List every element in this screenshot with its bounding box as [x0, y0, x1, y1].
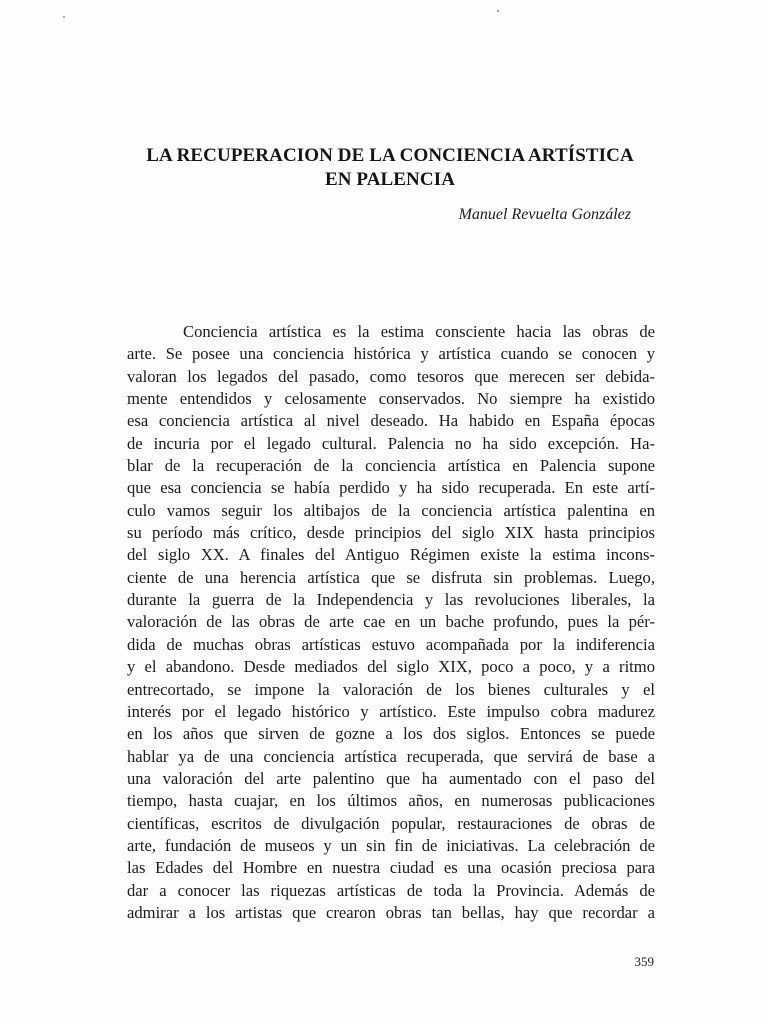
body-line: arte. Se posee una conciencia histórica y artística cuando se conocen y: [127, 344, 655, 364]
body-line: blar de la recuperación de la conciencia artística en Palencia supone: [127, 456, 655, 476]
body-line: científicas, escritos de divulgación popular, restauraciones de obras de: [127, 813, 655, 833]
body-line: las Edades del Hombre en nuestra ciudad es una ocasión preciosa para: [127, 858, 655, 878]
body-line: valoran los legados del pasado, como tesoros que merecen ser debida-: [127, 366, 655, 386]
body-line: dida de muchas obras artísticas estuvo acompañada por la indiferencia: [127, 634, 655, 654]
article-body: [127, 321, 655, 924]
body-line: valoración de las obras de arte cae en un bache profundo, pues la pér-: [127, 612, 655, 632]
article-title-line-2: EN PALENCIA: [324, 169, 456, 190]
body-line: culo vamos seguir los altibajos de la conciencia artística palentina en: [127, 500, 655, 520]
article-title-line-1: LA RECUPERACION DE LA CONCIENCIA ARTÍSTICA: [146, 145, 634, 166]
body-line: en los años que sirven de gozne a los dos siglos. Entonces se puede: [127, 724, 655, 744]
body-line: su período más crítico, desde principios del siglo XIX hasta principios: [127, 523, 655, 543]
body-line: admirar a los artistas que crearon obras tan bellas, hay que recordar a: [127, 902, 655, 922]
body-line: entrecortado, se impone la valoración de los bienes culturales y el: [127, 679, 655, 699]
body-line: ciente de una herencia artística que se disfruta sin problemas. Luego,: [127, 567, 655, 587]
scan-speck: [497, 10, 499, 12]
body-line: que esa conciencia se había perdido y ha sido recuperada. En este artí-: [127, 478, 655, 498]
article-author: Manuel Revuelta González: [458, 206, 631, 223]
body-line: tiempo, hasta cuajar, en los últimos años, en numerosas publicaciones: [127, 791, 655, 811]
body-line: hablar ya de una conciencia artística recuperada, que servirá de base a: [127, 746, 655, 766]
body-line: de incuria por el legado cultural. Palencia no ha sido excepción. Ha-: [127, 433, 655, 453]
scan-speck: [63, 16, 65, 18]
page-number: 359: [634, 954, 654, 969]
body-line: mente entendidos y celosamente conservados. No siempre ha existido: [127, 389, 655, 409]
body-line: interés por el legado histórico y artístico. Este impulso cobra madurez: [127, 701, 655, 721]
body-line: Conciencia artística es la estima consciente hacia las obras de: [183, 322, 655, 341]
body-line: esa conciencia artística al nivel deseado. Ha habido en España épocas: [127, 411, 655, 431]
body-line: arte, fundación de museos y un sin fin de iniciativas. La celebración de: [127, 835, 655, 855]
body-line: una valoración del arte palentino que ha aumentado con el paso del: [127, 768, 655, 788]
body-line: y el abandono. Desde mediados del siglo XIX, poco a poco, y a ritmo: [127, 657, 655, 677]
body-line: dar a conocer las riquezas artísticas de toda la Provincia. Además de: [127, 880, 655, 900]
body-line: del siglo XX. A finales del Antiguo Régimen existe la estima incons-: [127, 545, 655, 565]
body-line: durante la guerra de la Independencia y las revoluciones liberales, la: [127, 590, 655, 610]
